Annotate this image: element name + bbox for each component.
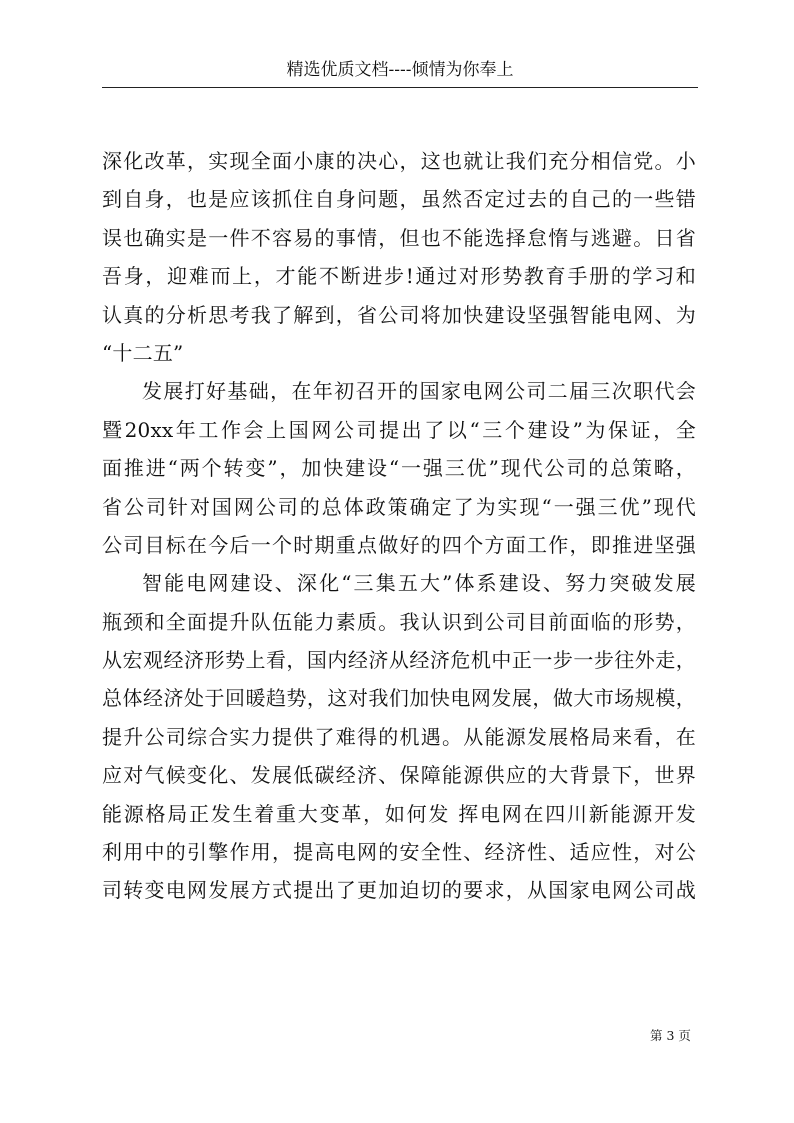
text-line: 应对气候变化、发展低碳经济、保障能源供应的大背景下，世界: [102, 763, 696, 788]
text-line: 误也确实是一件不容易的事情，但也不能选择怠惰与逃避。日省: [102, 225, 696, 250]
text-line: 总体经济处于回暖趋势，这对我们加快电网发展，做大市场规模，: [102, 686, 696, 711]
text-line: 面推进“两个转变”，加快建设“一强三优”现代公司的总策略，: [102, 456, 696, 481]
text-line: 智能电网建设、深化“三集五大”体系建设、努力突破发展: [142, 571, 696, 596]
document-body: [102, 142, 696, 910]
page-header: 精选优质文档----倾情为你奉上: [102, 58, 698, 88]
text-line: 暨20xx年工作会上国网公司提出了以“三个建设”为保证，全: [102, 417, 696, 442]
text-line: “十二五”: [102, 340, 184, 365]
text-line: 瓶颈和全面提升队伍能力素质。我认识到公司目前面临的形势，: [102, 609, 696, 634]
text-line: 发展打好基础，在年初召开的国家电网公司二届三次职代会: [142, 379, 696, 404]
text-line: 司转变电网发展方式提出了更加迫切的要求，从国家电网公司战: [102, 878, 696, 903]
text-line: 到自身，也是应该抓住自身问题，虽然否定过去的自己的一些错: [102, 187, 696, 212]
text-line: 能源格局正发生着重大变革，如何发 挥电网在四川新能源开发: [102, 801, 696, 826]
text-line: 利用中的引擎作用，提高电网的安全性、经济性、适应性，对公: [102, 840, 696, 865]
text-line: 提升公司综合实力提供了难得的机遇。从能源发展格局来看，在: [102, 724, 696, 749]
text-line: 深化改革，实现全面小康的决心，这也就让我们充分相信党。小: [102, 149, 696, 173]
text-line: 认真的分析思考我了解到，省公司将加快建设坚强智能电网、为: [102, 302, 696, 327]
text-line: 吾身，迎难而上，才能不断进步!通过对形势教育手册的学习和: [102, 264, 696, 289]
page-number: 第 3 页: [650, 1028, 691, 1043]
text-line: 从宏观经济形势上看，国内经济从经济危机中正一步一步往外走，: [102, 648, 696, 673]
text-line: 公司目标在今后一个时期重点做好的四个方面工作，即推进坚强: [102, 532, 696, 557]
text-line: 省公司针对国网公司的总体政策确定了为实现“一强三优”现代: [102, 494, 696, 519]
